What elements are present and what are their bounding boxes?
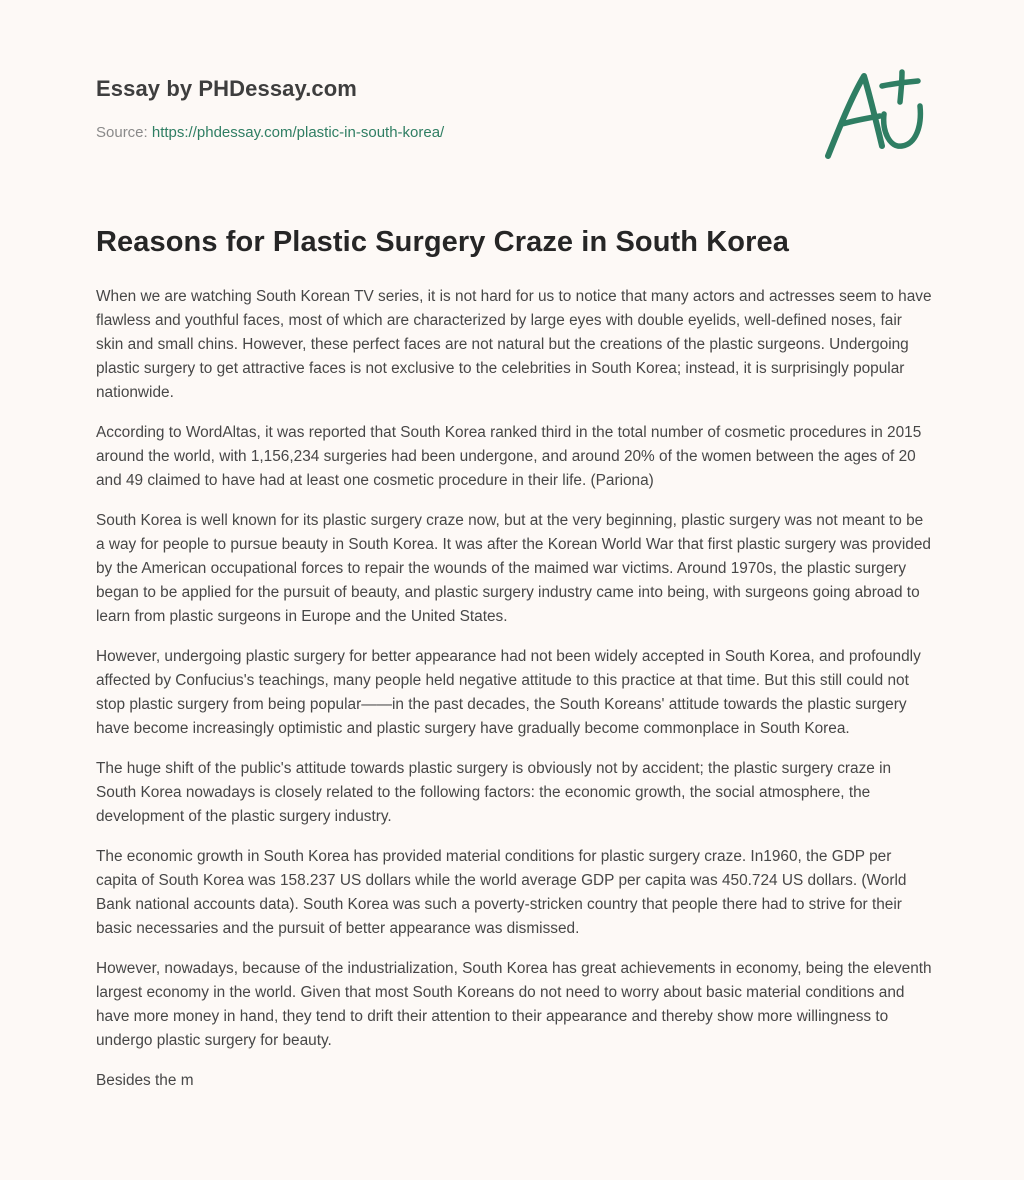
source-link[interactable]: https://phdessay.com/plastic-in-south-korea/ [151, 124, 445, 141]
essay-paragraph: According to WordAltas, it was reported that South Korea ranked third in the total number of cosmetic procedures in 2015 around the world, with 1,156,234 surgeries had been undergone, and around 20% of the women between the ages of 20 and 49 claimed to have had at least one cosmetic procedure in their life. (Pariona) [96, 424, 922, 489]
brand-title: Essay by PHDessay.com [96, 76, 357, 101]
essay-paragraph: South Korea is well known for its plastic surgery craze now, but at the very beginning, plastic surgery was not meant to be a way for people to pursue beauty in South Korea. It was after the Korean World War that first plastic surgery was provided by the American occupational forces to repair the wounds of the maimed war victims. Around 1970s, the plastic surgery began to be applied for the pursuit of beauty, and plastic surgery industry came into being, with surgeons going abroad to learn from plastic surgeons in Europe and the United States. [96, 512, 931, 625]
source-label: Source: [96, 124, 148, 141]
essay-page [96, 0, 932, 1180]
essay-paragraph: When we are watching South Korean TV series, it is not hard for us to notice that many actors and actresses seem to have flawless and youthful faces, most of which are characterized by large eyes with double eyelids, well-defined noses, fair skin and small chins. However, these perfect faces are not natural but the creations of the plastic surgeons. Undergoing plastic surgery to get attractive faces is not exclusive to the celebrities in South Korea; instead, it is surprisingly popular nationwide. [96, 288, 932, 401]
essay-header [96, 0, 932, 180]
source-line [96, 124, 444, 141]
a-plus-logo-icon [822, 66, 926, 166]
essay-body [96, 285, 932, 1109]
essay-paragraph: However, undergoing plastic surgery for better appearance had not been widely accepted in South Korea, and profoundly affected by Confucius's teachings, many people held negative attitude to this practice at that time. But this still could not stop plastic surgery from being popular——in the past decades, the South Koreans' attitude towards the plastic surgery have become increasingly optimistic and plastic surgery have gradually become commonplace in South Korea. [96, 648, 921, 737]
essay-paragraph: The huge shift of the public's attitude towards plastic surgery is obviously not by accident; the plastic surgery craze in South Korea nowadays is closely related to the following factors: the economic growth, the social atmosphere, the development of the plastic surgery industry. [96, 760, 892, 825]
essay-title: Reasons for Plastic Surgery Craze in South Korea [96, 226, 789, 258]
essay-paragraph: However, nowadays, because of the industrialization, South Korea has great achievements in economy, being the eleventh largest economy in the world. Given that most South Koreans do not need to worry about basic material conditions and have more money in hand, they tend to drift their attention to their appearance and thereby show more willingness to undergo plastic surgery for beauty. [96, 960, 932, 1049]
essay-paragraph: The economic growth in South Korea has provided material conditions for plastic surgery craze. In1960, the GDP per capita of South Korea was 158.237 US dollars while the world average GDP per capita was 450.724 US dollars. (World Bank national accounts data). South Korea was such a poverty-stricken country that people there had to strive for their basic necessaries and the pursuit of better appearance was dismissed. [96, 848, 907, 937]
essay-paragraph-truncated: Besides the m [96, 1072, 194, 1089]
